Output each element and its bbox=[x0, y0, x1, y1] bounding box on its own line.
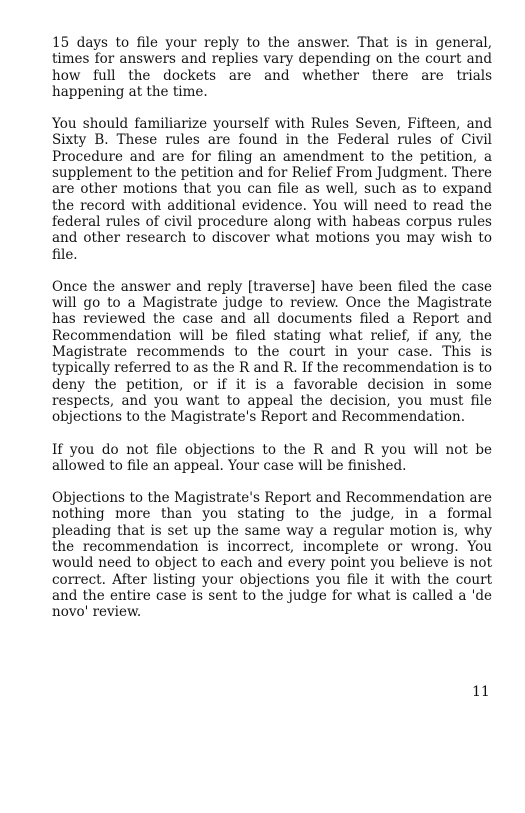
paragraph-objections-required: If you do not file objections to the R and R you will not be allowed to file an appeal. Your case will be finished. bbox=[52, 441, 492, 474]
paragraph-reply-timing: 15 days to file your reply to the answer. That is in general, times for answers and replies vary depending on the court and how full the dockets are and whether there are trials happening at the time. bbox=[52, 35, 492, 100]
paragraph-rules: You should familiarize yourself with Rules Seven, Fifteen, and Sixty B. These rules are found in the Federal rules of Civil Procedure and are for filing an amendment to the petition, a supplement to the petition and for Relief From Judgment. There are other motions that you can file as well, such as to expand the record with additional evidence. You will need to read the federal rules of civil procedure along with habeas corpus rules and other research to discover what motions you may wish to file. bbox=[52, 116, 492, 263]
body-text bbox=[52, 35, 492, 637]
paragraph-objections-explained: Objections to the Magistrate's Report and Recommendation are nothing more than you stating to the judge, in a formal pleading that is set up the same way a regular motion is, why the recommendation is incorrect, incomplete or wrong. You would need to object to each and every point you believe is not correct. After listing your objections you file it with the court and the entire case is sent to the judge for what is called a 'de novo' review. bbox=[52, 490, 492, 621]
paragraph-magistrate-review: Once the answer and reply [traverse] have been filed the case will go to a Magistrate judge to review. Once the Magistrate has reviewed the case and all documents filed a Report and Recommendation will be filed stating what relief, if any, the Magistrate recommends to the court in your case. This is typically referred to as the R and R. If the recommendation is to deny the petition, or if it is a favorable decision in some respects, and you want to appeal the decision, you must file objections to the Magistrate's Report and Recommendation. bbox=[52, 278, 492, 426]
page-number: 11 bbox=[472, 684, 490, 700]
